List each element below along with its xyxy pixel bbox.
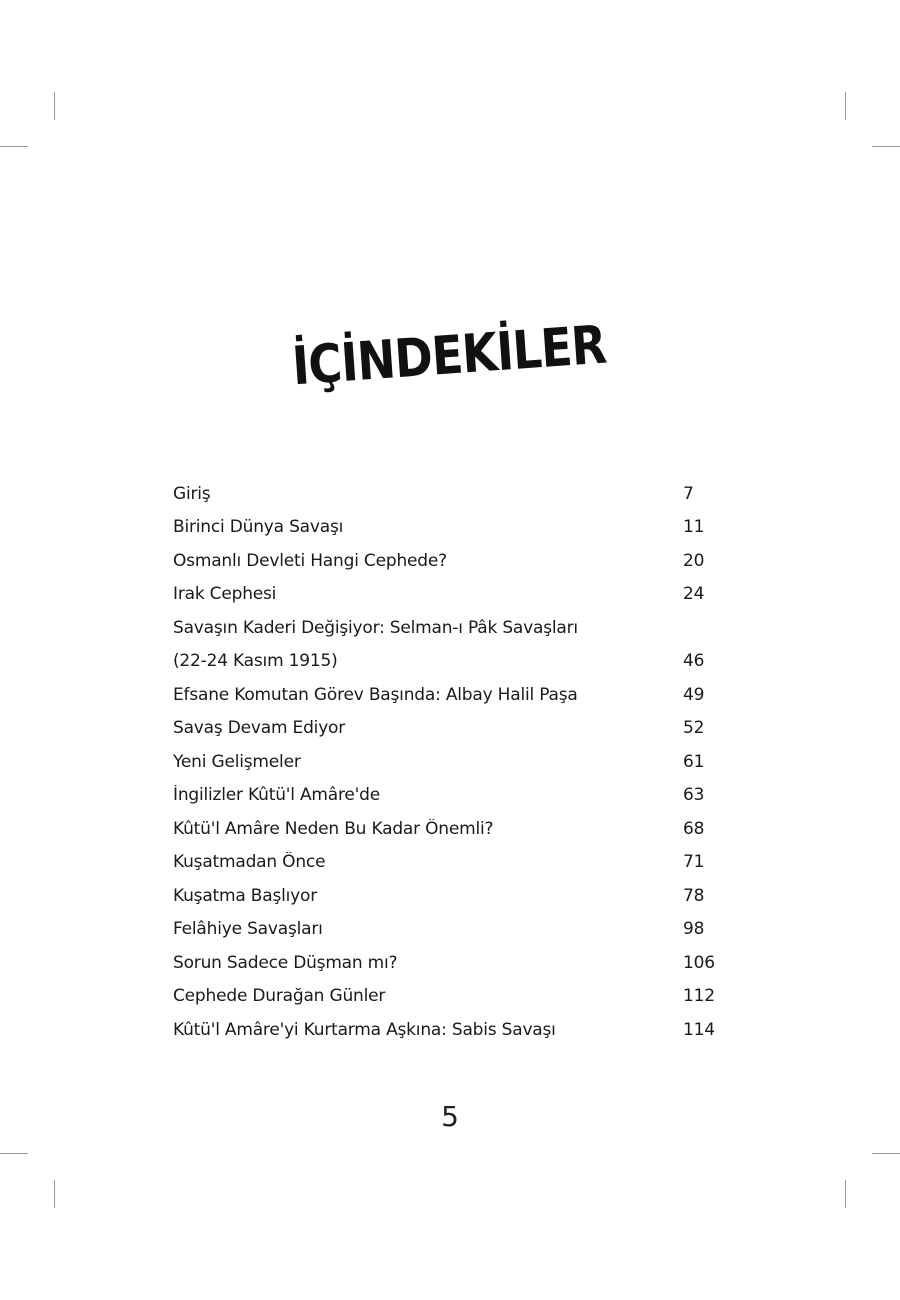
toc-entry-page: 63 xyxy=(683,785,705,806)
toc-entry-page: 114 xyxy=(683,1019,715,1040)
toc-entry xyxy=(173,712,733,746)
toc-entry-title: Kuşatma Başlıyor xyxy=(173,885,318,906)
toc-entry xyxy=(173,946,733,980)
toc-entry xyxy=(173,511,733,545)
toc-entry-title: Osmanlı Devleti Hangi Cephede? xyxy=(173,550,447,571)
toc-entry-page: 68 xyxy=(683,818,705,839)
toc-entry-page: 112 xyxy=(683,986,715,1007)
toc-entry-title: Giriş xyxy=(173,483,211,504)
toc-entry xyxy=(173,544,733,578)
toc-entry xyxy=(173,645,733,679)
toc-entry-title: Savaş Devam Ediyor xyxy=(173,718,346,739)
toc-entry-title: Irak Cephesi xyxy=(173,584,277,605)
toc-entry xyxy=(173,779,733,813)
toc-entry-title: Cephede Durağan Günler xyxy=(173,986,386,1007)
toc-entry xyxy=(173,913,733,947)
toc-entry-page: 61 xyxy=(683,751,705,772)
toc-entry-title: Birinci Dünya Savaşı xyxy=(173,517,344,538)
toc-entry xyxy=(173,879,733,913)
crop-mark-top-right-vertical xyxy=(845,92,846,120)
crop-mark-bottom-left-vertical xyxy=(54,1180,55,1208)
toc-entry-title: Efsane Komutan Görev Başında: Albay Halil Paşa xyxy=(173,684,578,705)
page-title: İÇİNDEKİLER xyxy=(290,313,608,398)
toc-entry-page: 7 xyxy=(683,483,694,504)
table-of-contents xyxy=(173,477,733,1047)
toc-entry-page: 106 xyxy=(683,952,715,973)
toc-entry-title: Yeni Gelişmeler xyxy=(173,751,301,772)
toc-entry-page: 20 xyxy=(683,550,705,571)
toc-entry xyxy=(173,812,733,846)
toc-entry xyxy=(173,846,733,880)
crop-mark-bottom-right-horizontal xyxy=(872,1153,900,1154)
toc-entry xyxy=(173,745,733,779)
toc-entry-page: 46 xyxy=(683,651,705,672)
toc-entry xyxy=(173,477,733,511)
toc-entry-page: 52 xyxy=(683,718,705,739)
toc-entry-title: Felâhiye Savaşları xyxy=(173,919,323,940)
toc-entry-page: 49 xyxy=(683,684,705,705)
toc-entry-title: Kûtü'l Amâre'yi Kurtarma Aşkına: Sabis Savaşı xyxy=(173,1019,556,1040)
toc-entry xyxy=(173,678,733,712)
crop-mark-top-left-vertical xyxy=(54,92,55,120)
toc-entry-title: Kuşatmadan Önce xyxy=(173,852,326,873)
toc-entry-title: Sorun Sadece Düşman mı? xyxy=(173,952,398,973)
crop-mark-bottom-right-vertical xyxy=(845,1180,846,1208)
toc-entry-page: 98 xyxy=(683,919,705,940)
toc-entry-page: 24 xyxy=(683,584,705,605)
toc-entry-page: 11 xyxy=(683,517,705,538)
toc-entry xyxy=(173,980,733,1014)
toc-entry-title: Savaşın Kaderi Değişiyor: Selman-ı Pâk Savaşları xyxy=(173,617,578,638)
toc-entry-page: 78 xyxy=(683,885,705,906)
crop-mark-bottom-left-horizontal xyxy=(0,1153,28,1154)
toc-entry-title: Kûtü'l Amâre Neden Bu Kadar Önemli? xyxy=(173,818,494,839)
toc-entry-page: 71 xyxy=(683,852,705,873)
toc-entry-title: İngilizler Kûtü'l Amâre'de xyxy=(173,785,380,806)
page-number: 5 xyxy=(441,1100,459,1133)
toc-entry xyxy=(173,611,733,645)
toc-entry-title: (22-24 Kasım 1915) xyxy=(173,651,338,672)
crop-mark-top-left-horizontal xyxy=(0,146,28,147)
crop-mark-top-right-horizontal xyxy=(872,146,900,147)
toc-entry xyxy=(173,1013,733,1047)
toc-entry xyxy=(173,578,733,612)
